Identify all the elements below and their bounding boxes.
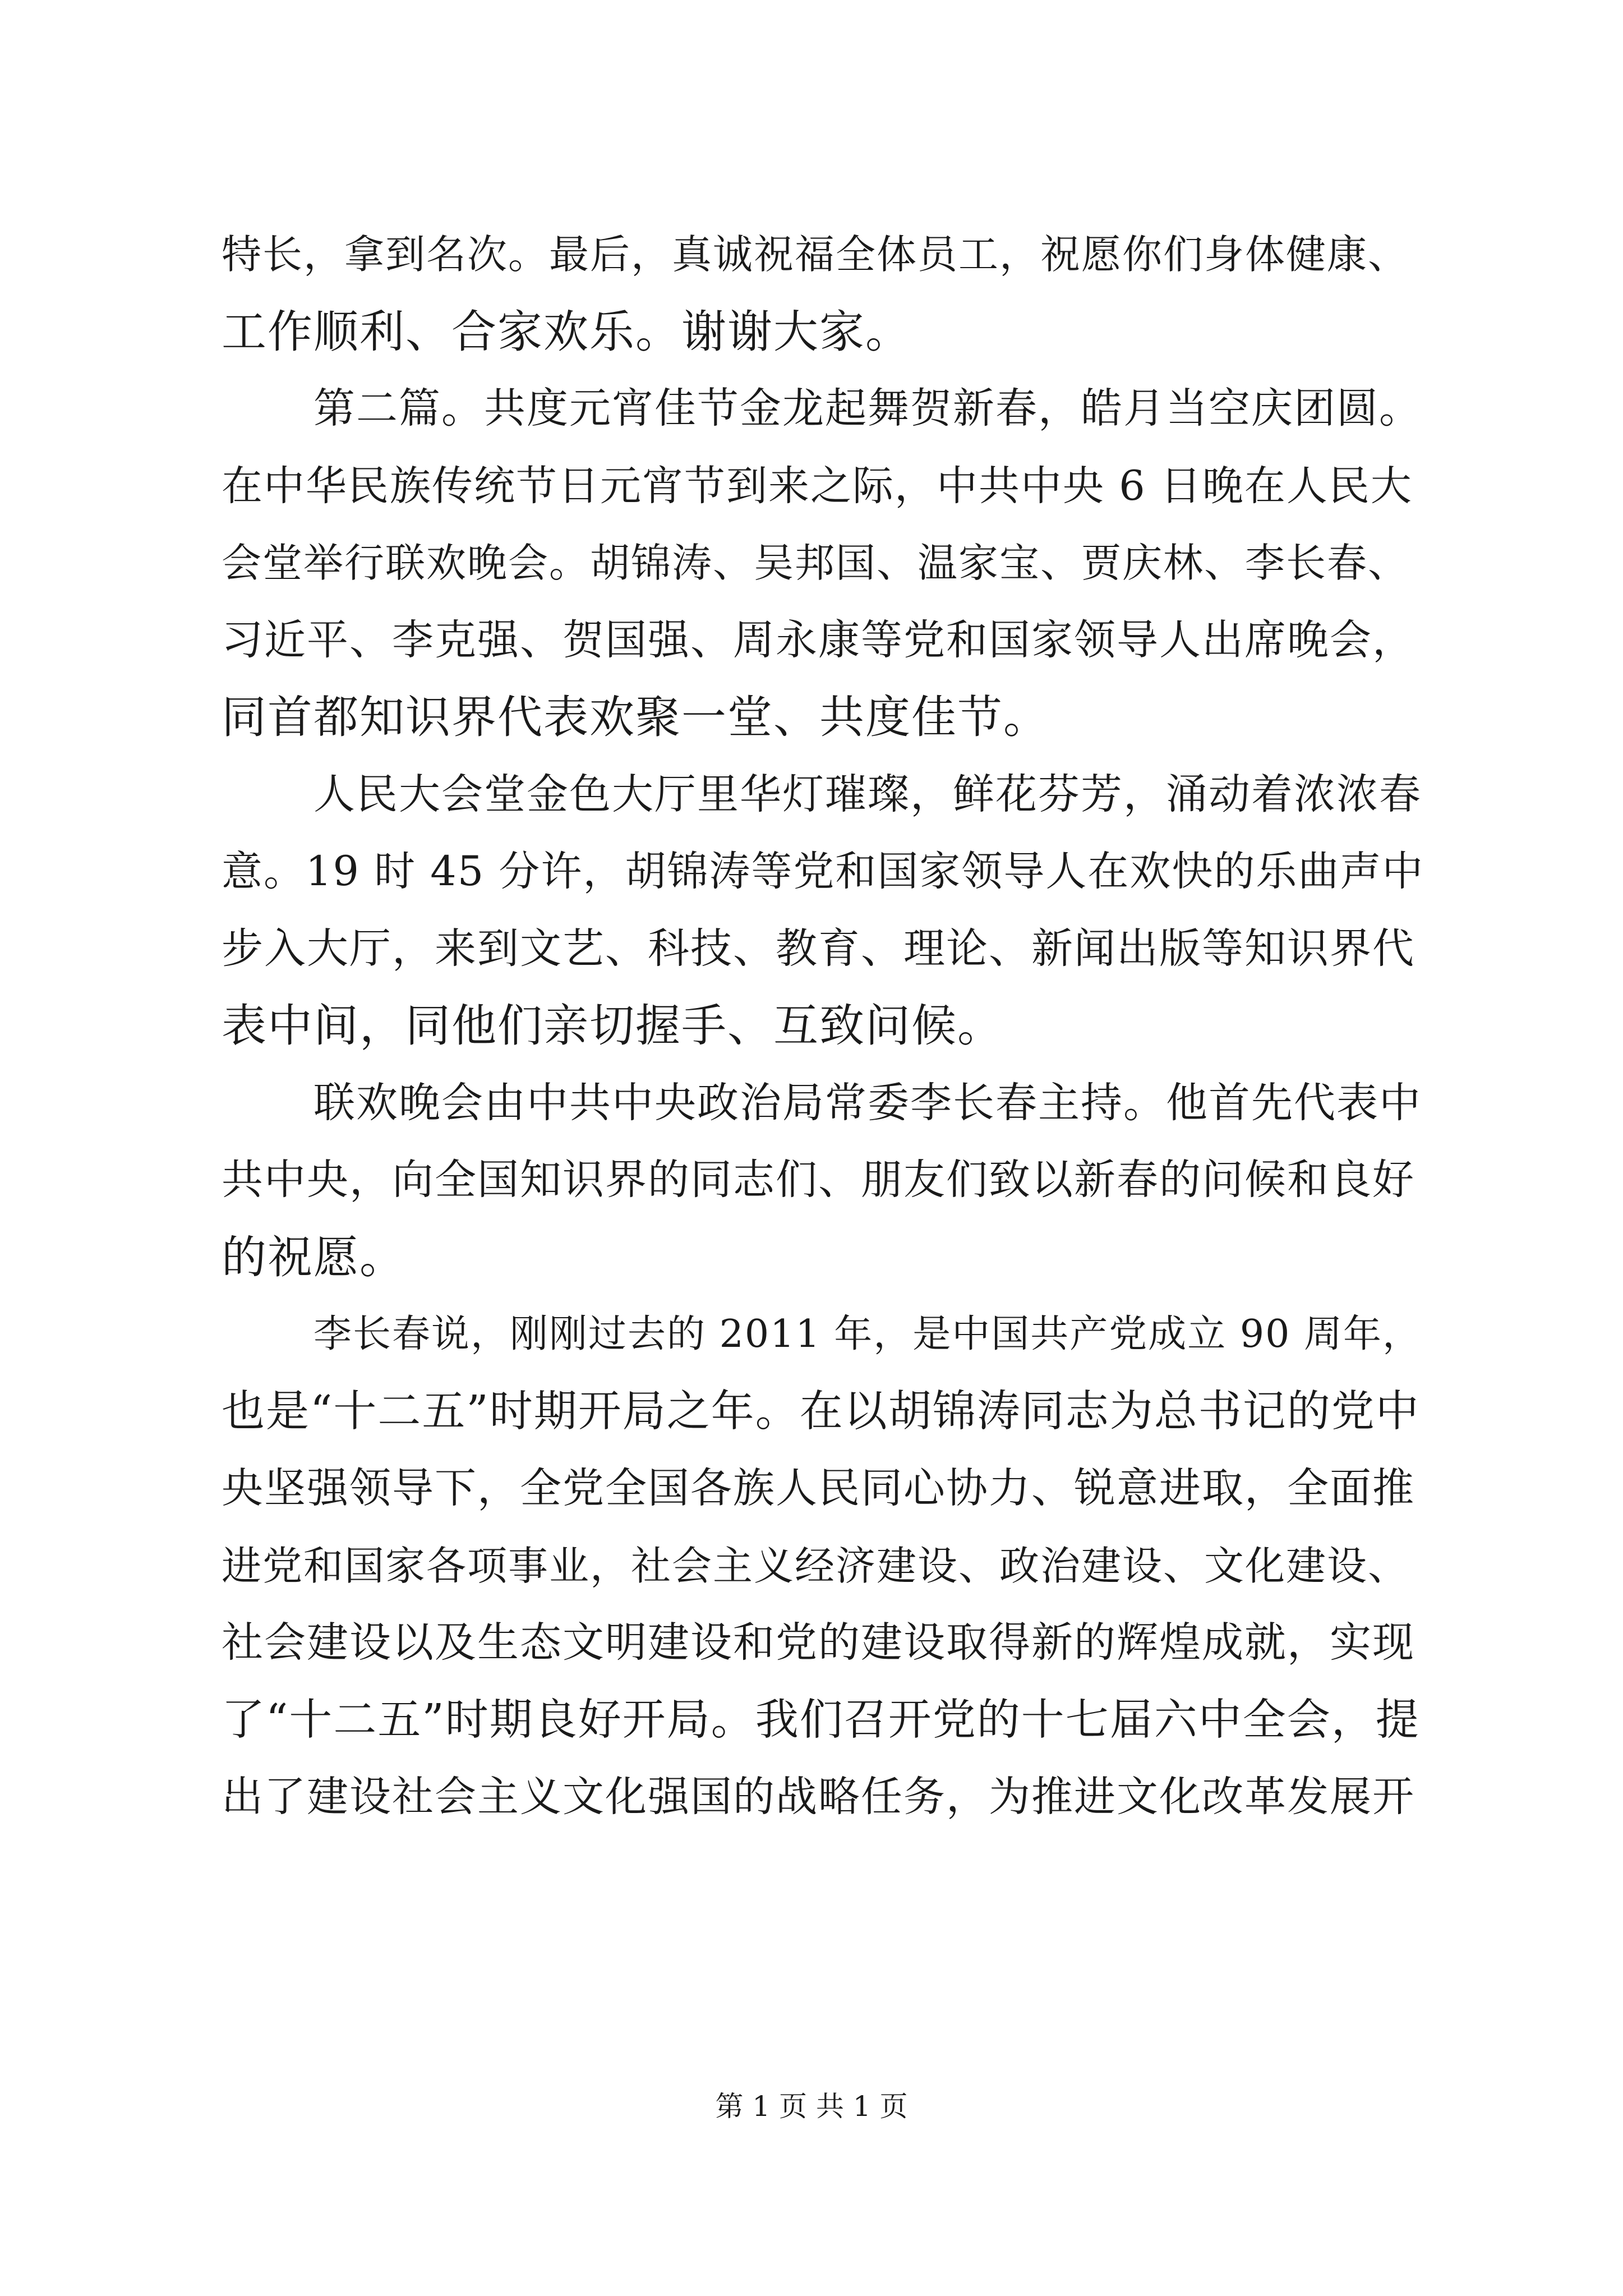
page-footer: 第 1 页 共 1 页 [715,2090,908,2123]
text-line: 社会建设以及生态文明建设和党的建设取得新的辉煌成就，实现 [222,1618,1415,1667]
text-line: 央坚强领导下，全党全国各族人民同心协力、锐意进取，全面推 [222,1464,1415,1512]
document-body [222,216,1424,1836]
text-line: 了“十二五”时期良好开局。我们召开党的十七届六中全会，提 [222,1695,1420,1745]
text-line: 会堂举行联欢晚会。胡锦涛、吴邦国、温家宝、贾庆林、李长春、 [222,540,1409,586]
text-line: 联欢晚会由中共中央政治局常委李长春主持。他首先代表中 [313,1078,1422,1127]
text-line: 意。19 时 45 分许，胡锦涛等党和国家领导人在欢快的乐曲声中 [222,848,1424,895]
text-line: 特长，拿到名次。最后，真诚祝福全体员工，祝愿你们身体健康、 [222,231,1409,278]
text-line: 的祝愿。 [222,1231,405,1283]
text-line: 在中华民族传统节日元宵节到来之际，中共中央 6 日晚在人民大 [222,462,1413,510]
text-line: 人民大会堂金色大厅里华灯璀璨，鲜花芬芳，涌动着浓浓春 [313,770,1422,818]
text-line: 也是“十二五”时期开局之年。在以胡锦涛同志为总书记的党中 [222,1386,1420,1437]
text-line: 进党和国家各项事业，社会主义经济建设、政治建设、文化建设、 [222,1542,1409,1589]
text-line: 第二篇。共度元宵佳节金龙起舞贺新春，皓月当空庆团圆。 [313,384,1422,432]
text-line: 李长春说，刚刚过去的 2011 年，是中国共产党成立 90 周年， [313,1312,1422,1356]
text-line: 表中间，同他们亲切握手、互致问候。 [222,1000,1003,1052]
text-line: 习近平、李克强、贺国强、周永康等党和国家领导人出席晚会， [222,615,1415,664]
text-line: 同首都知识界代表欢聚一堂、共度佳节。 [222,691,1049,743]
text-line: 出了建设社会主义文化强国的战略任务，为推进文化改革发展开 [222,1773,1415,1821]
text-line: 共中央，向全国知识界的同志们、朋友们致以新春的问候和良好 [222,1156,1415,1204]
text-line: 步入大厅，来到文艺、科技、教育、理论、新闻出版等知识界代 [222,924,1415,973]
text-line: 工作顺利、合家欢乐。谢谢大家。 [222,305,911,358]
